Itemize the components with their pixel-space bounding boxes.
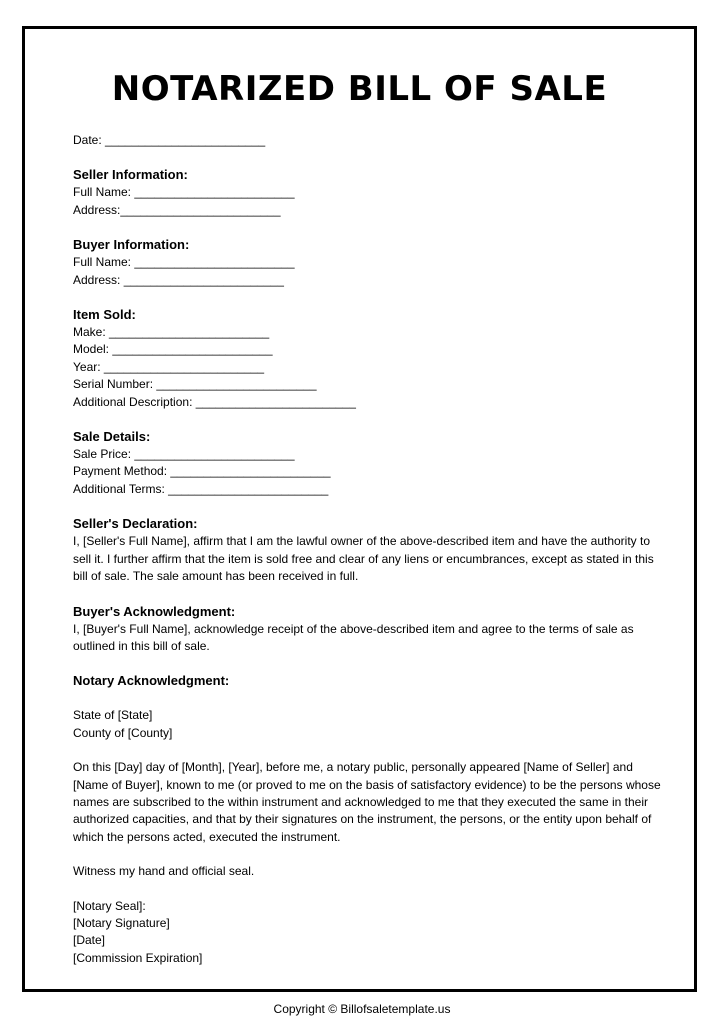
spacer bbox=[73, 846, 663, 863]
notary-county-line: County of [County] bbox=[73, 725, 173, 740]
additional-terms-line: Additional Terms: ________________________ bbox=[73, 481, 329, 496]
spacer bbox=[73, 498, 663, 515]
seller-declaration-text: I, [Seller's Full Name], affirm that I am the lawful owner of the above-described item and have the authority to sell it. I further affirm that the item is sold free and clear of any liens or encumbrances, except as stated in this bill of sale. The sale amount has been received in full. bbox=[73, 534, 654, 584]
item-description-line: Additional Description: ________________________ bbox=[73, 394, 356, 409]
document-body bbox=[73, 132, 663, 967]
notary-acknowledgment-text: On this [Day] day of [Month], [Year], before me, a notary public, personally appeared [Name of Seller] and [Name of Buyer], known to me (or proved to me on the basis of satisfactory evidence) to be the persons whose names are subscribed to the within instrument and acknowledged to me that they executed the same in their authorized capacities, and that by their signatures on the instrument, the persons, or the entity upon behalf of which the persons acted, executed the instrument. bbox=[73, 760, 661, 844]
notary-seal-line: [Notary Seal]: bbox=[73, 898, 146, 913]
spacer bbox=[73, 586, 663, 603]
payment-method-line: Payment Method: ________________________ bbox=[73, 464, 331, 479]
spacer bbox=[73, 289, 663, 306]
commission-expiration-line: [Commission Expiration] bbox=[73, 950, 203, 965]
buyer-acknowledgment-heading: Buyer's Acknowledgment: bbox=[73, 603, 236, 619]
seller-declaration-heading: Seller's Declaration: bbox=[73, 516, 198, 532]
seller-full-name-line: Full Name: ________________________ bbox=[73, 185, 295, 200]
date-line: Date: ________________________ bbox=[73, 133, 266, 147]
spacer bbox=[73, 881, 663, 898]
seller-heading: Seller Information: bbox=[73, 167, 188, 183]
spacer bbox=[73, 411, 663, 428]
spacer bbox=[73, 690, 663, 707]
copyright-footer: Copyright © Billofsaletemplate.us bbox=[273, 1002, 451, 1016]
witness-line: Witness my hand and official seal. bbox=[73, 864, 255, 879]
notary-heading: Notary Acknowledgment: bbox=[73, 673, 230, 689]
spacer bbox=[73, 655, 663, 672]
sale-heading: Sale Details: bbox=[73, 429, 151, 445]
item-heading: Item Sold: bbox=[73, 307, 136, 323]
spacer bbox=[73, 149, 663, 166]
spacer bbox=[73, 219, 663, 236]
notary-date-line: [Date] bbox=[73, 933, 106, 948]
item-serial-line: Serial Number: ________________________ bbox=[73, 377, 317, 392]
buyer-heading: Buyer Information: bbox=[73, 237, 190, 253]
seller-address-line: Address:________________________ bbox=[73, 202, 281, 217]
buyer-address-line: Address: ________________________ bbox=[73, 272, 284, 287]
sale-price-line: Sale Price: ________________________ bbox=[73, 447, 295, 462]
document-title: NOTARIZED BILL OF SALE bbox=[111, 69, 608, 109]
notary-signature-line: [Notary Signature] bbox=[73, 915, 170, 930]
document-frame bbox=[22, 26, 697, 992]
notary-state-line: State of [State] bbox=[73, 708, 153, 723]
buyer-full-name-line: Full Name: ________________________ bbox=[73, 255, 295, 270]
spacer bbox=[73, 742, 663, 759]
item-model-line: Model: ________________________ bbox=[73, 342, 273, 357]
item-year-line: Year: ________________________ bbox=[73, 359, 265, 374]
buyer-acknowledgment-text: I, [Buyer's Full Name], acknowledge receipt of the above-described item and agree to the terms of sale as outlined in this bill of sale. bbox=[73, 621, 634, 653]
item-make-line: Make: ________________________ bbox=[73, 325, 270, 340]
